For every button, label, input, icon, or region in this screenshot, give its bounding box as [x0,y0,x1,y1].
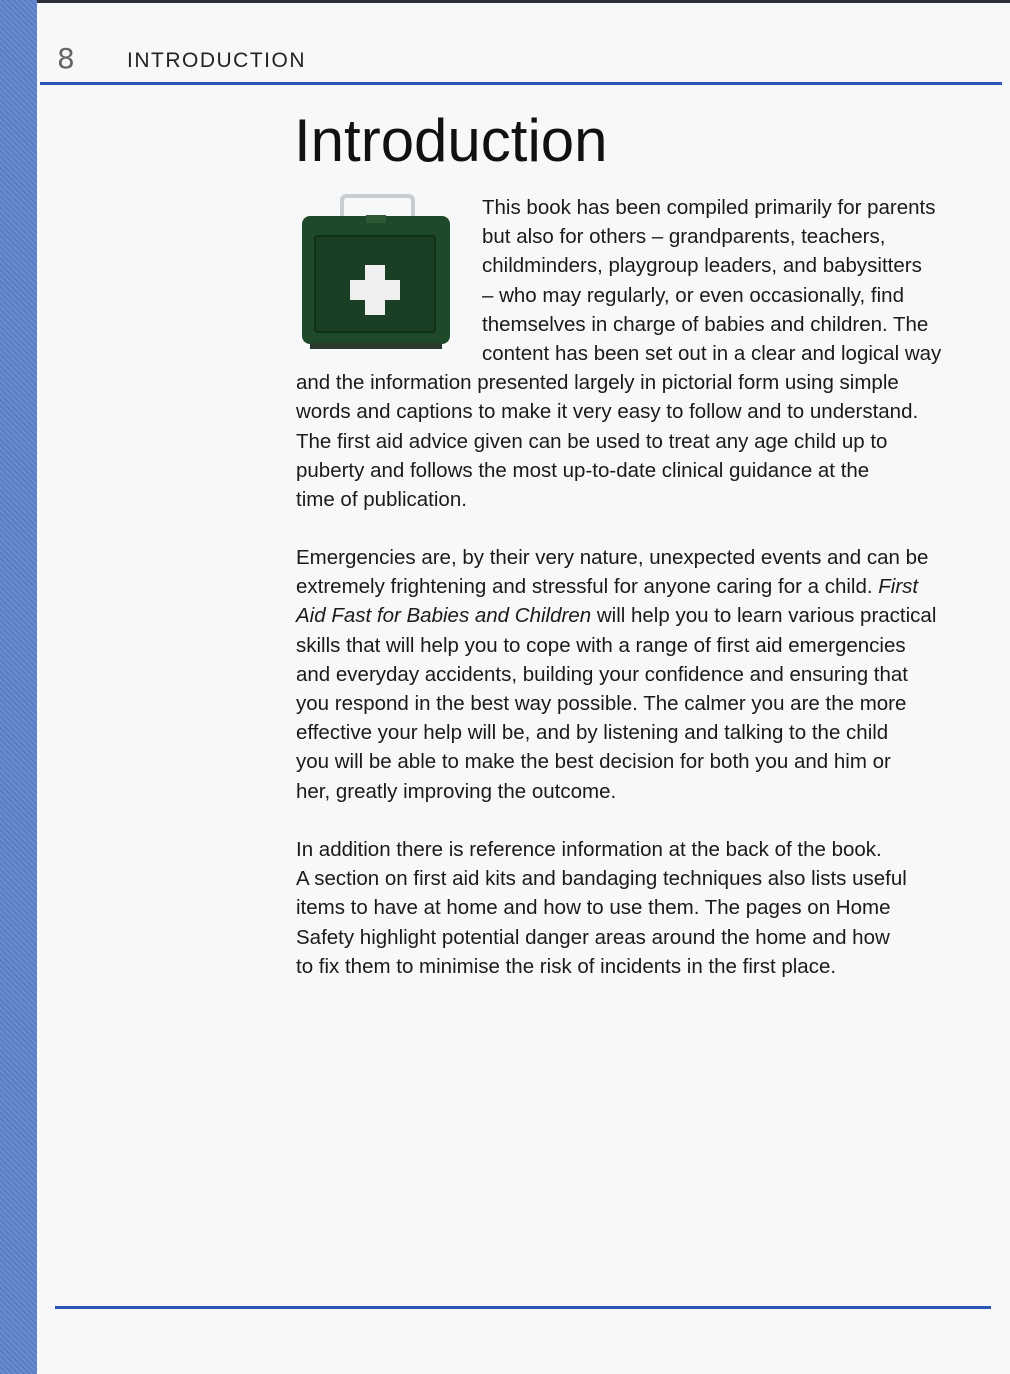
text-line: puberty and follows the most up-to-date clinical guidance at the [296,458,870,482]
text-line: childminders, playgroup leaders, and babysitters [482,254,922,278]
page-edge [0,0,1010,3]
text-line: This book has been compiled primarily for parents [482,196,936,219]
text-line: and everyday accidents, building your confidence and ensuring that [296,662,908,686]
text-line: but also for others – grandparents, teachers, [482,225,886,249]
text-line [296,601,936,630]
footer-rule [55,1306,991,1309]
text-line: to fix them to minimise the risk of incidents in the first place. [296,954,837,978]
first-aid-kit-icon [300,193,452,358]
page-title: Introduction [294,107,608,174]
text-line: and the information presented largely in pictorial form using simple [296,371,899,395]
text-line: items to have at home and how to use them. The pages on Home [296,896,891,920]
text-line: themselves in charge of babies and children. The [482,312,929,336]
text-line: In addition there is reference information at the back of the book. [296,838,882,861]
text-line: you respond in the best way possible. The calmer you are the more [296,692,907,715]
text-line: you will be able to make the best decision for both you and him or [296,750,891,774]
text-line: words and captions to make it very easy to follow and to understand. [296,400,919,424]
text-segment: will help you to learn various practical [591,604,937,628]
text-line: Safety highlight potential danger areas around the home and how [296,925,890,949]
text-line: content has been set out in a clear and logical way [482,342,942,365]
header-rule [40,82,1002,85]
text-line: The first aid advice given can be used to treat any age child up to [296,429,888,453]
page-number: 8 [57,42,75,75]
italic-book-title: First [878,575,919,599]
text-line: her, greatly improving the outcome. [296,779,617,803]
running-header: INTRODUCTION [127,49,306,72]
text-line: skills that will help you to cope with a range of first aid emergencies [296,633,906,657]
text-line: time of publication. [296,488,467,511]
italic-book-title: Aid Fast for Babies and Children [296,604,592,628]
text-line: Emergencies are, by their very nature, unexpected events and can be [296,546,929,569]
text-line: effective your help will be, and by listening and talking to the child [296,721,889,745]
text-line: – who may regularly, or even occasionally, find [482,283,904,307]
text-line: A section on first aid kits and bandaging techniques also lists useful [296,867,907,891]
blue-margin-stripe [0,0,37,1374]
text-segment: extremely frightening and stressful for anyone caring for a child. [296,575,879,599]
text-line [296,572,918,601]
